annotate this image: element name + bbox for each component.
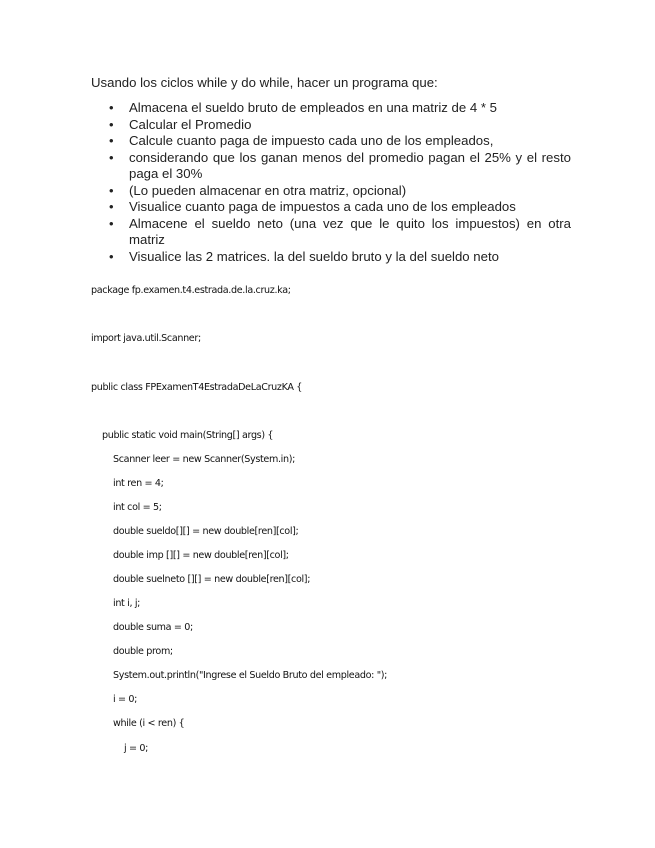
code-line-imp: double imp [][] = new double[ren][col]; (113, 550, 289, 561)
code-line-package: package fp.examen.t4.estrada.de.la.cruz.ka; (91, 285, 291, 296)
list-item: • Almacene el sueldo neto (una vez que le quito los impuestos) en otra matriz (109, 215, 571, 247)
code-line-col: int col = 5; (113, 502, 162, 513)
intro-text: Usando los ciclos while y do while, hacer un programa que: (91, 75, 438, 90)
code-line-import: import java.util.Scanner; (91, 333, 201, 344)
bullet-icon: • (109, 182, 114, 198)
code-line-scanner: Scanner leer = new Scanner(System.in); (113, 454, 295, 465)
bullet-icon: • (109, 100, 114, 115)
bullet-icon: • (109, 199, 114, 214)
list-item: • Calcular el Promedio (109, 116, 252, 132)
code-line-i-init: i = 0; (113, 694, 138, 705)
code-line-class: public class FPExamenT4EstradaDeLaCruzKA { (91, 382, 303, 393)
code-line-suelneto: double suelneto [][] = new double[ren][col]; (113, 574, 311, 585)
list-item: • considerando que los ganan menos del promedio pagan el 25% y el resto paga el 30% (109, 149, 571, 181)
list-item: • (Lo pueden almacenar en otra matriz, opcional) (109, 182, 407, 198)
list-item: • Calcule cuanto paga de impuesto cada uno de los empleados, (109, 133, 494, 148)
bullet-icon: • (109, 248, 114, 264)
code-line-j-init: j = 0; (124, 743, 149, 754)
code-line-sueldo: double sueldo[][] = new double[ren][col]; (113, 526, 299, 537)
code-line-prom: double prom; (113, 646, 173, 657)
code-line-suma: double suma = 0; (113, 622, 193, 633)
code-line-ij: int i, j; (113, 598, 141, 609)
code-line-println: System.out.println("Ingrese el Sueldo Bruto del empleado: "); (113, 670, 388, 681)
code-line-while: while (i < ren) { (113, 718, 185, 729)
code-line-main: public static void main(String[] args) { (102, 430, 274, 441)
code-line-ren: int ren = 4; (113, 478, 164, 489)
bullet-icon: • (109, 116, 114, 132)
requirements-list (91, 100, 571, 265)
list-item: • Almacena el sueldo bruto de empleados en una matriz de 4 * 5 (109, 100, 498, 115)
bullet-icon: • (109, 133, 114, 148)
bullet-icon: • (109, 215, 114, 231)
bullet-icon: • (109, 149, 114, 165)
list-item: • Visualice cuanto paga de impuestos a cada uno de los empleados (109, 199, 516, 214)
list-item: • Visualice las 2 matrices. la del sueldo bruto y la del sueldo neto (109, 248, 499, 264)
